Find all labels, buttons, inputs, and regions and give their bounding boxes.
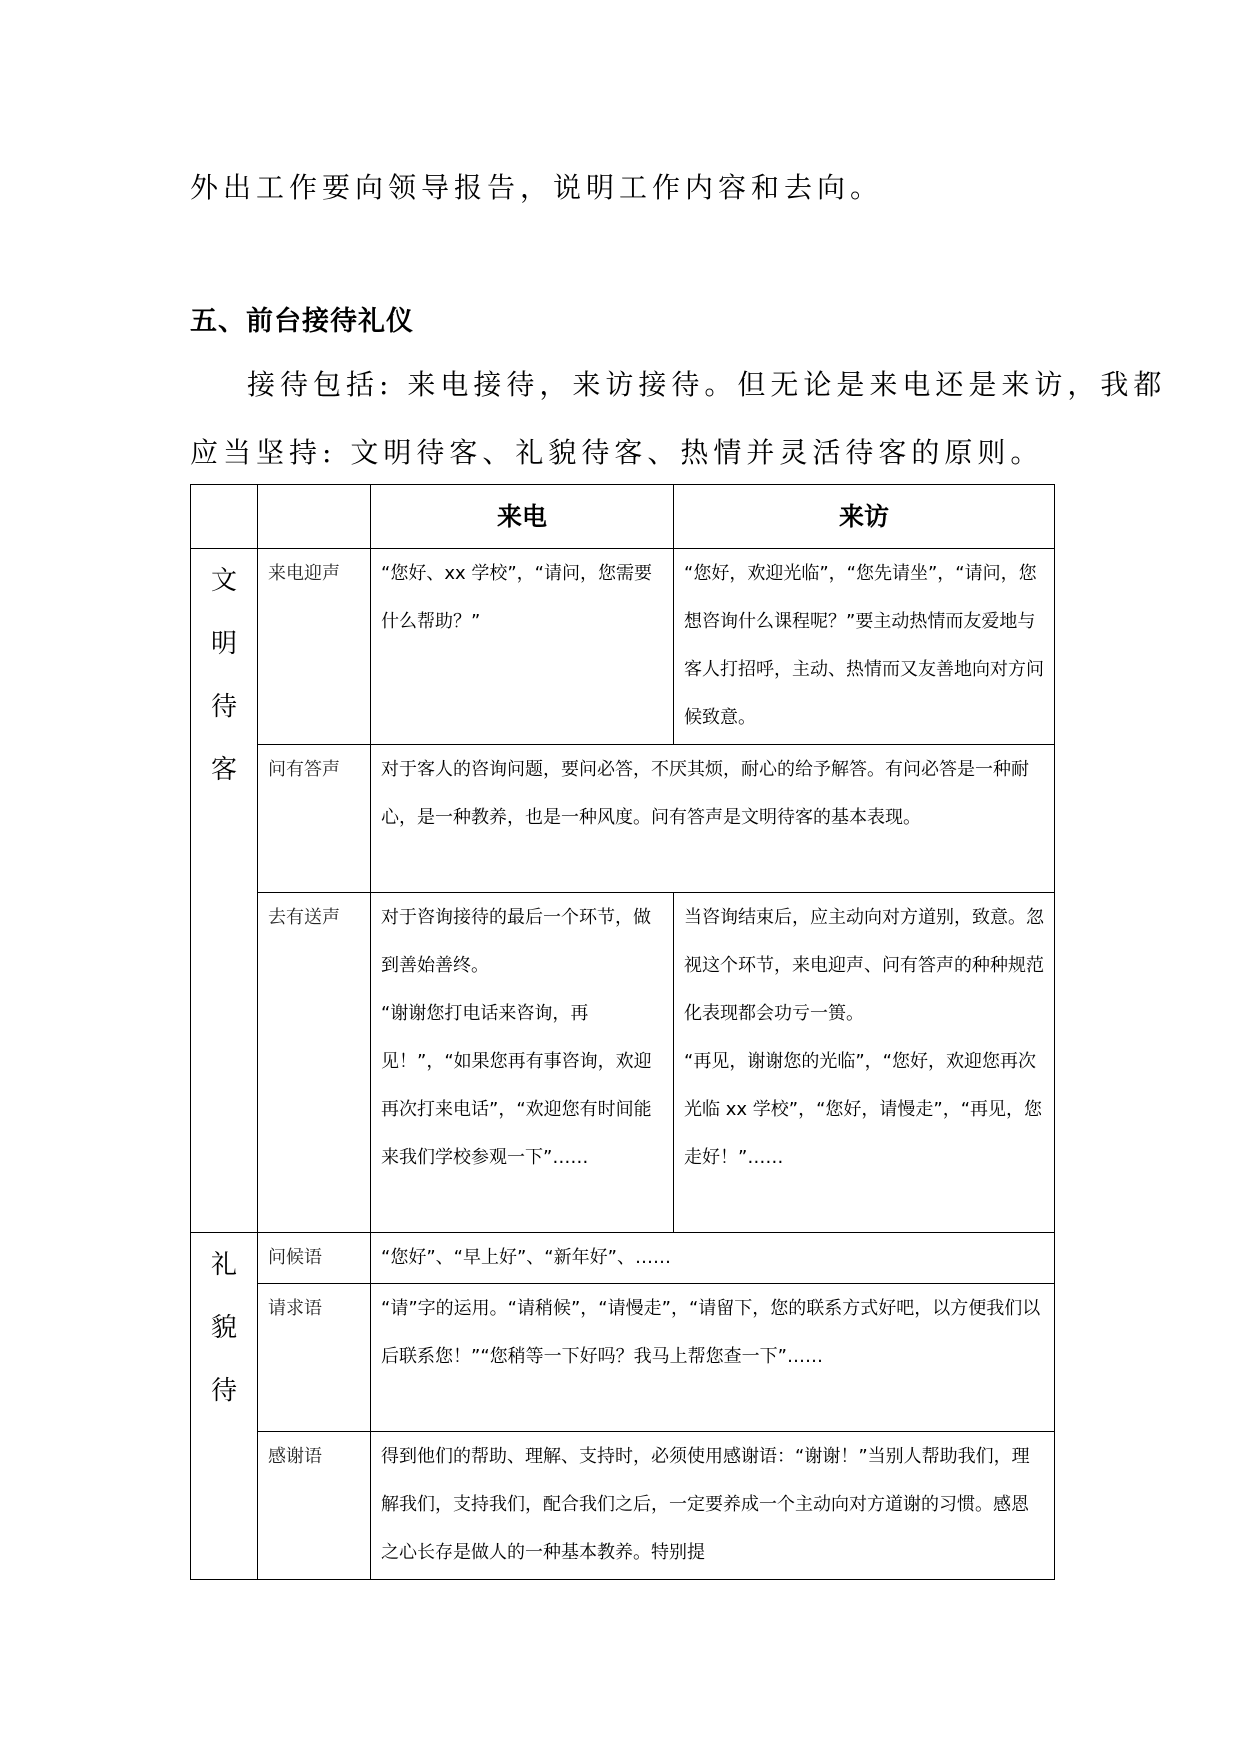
table-row [191,1233,1055,1284]
paragraph-2-line-2: 应当坚持: 文明待客、礼貌待客、热情并灵活待客的原则。 [190,436,1044,469]
reception-etiquette-table [190,484,1055,1580]
row-label-thanks-words: 感谢语 [258,1432,371,1580]
table-row [191,1432,1055,1580]
table-header-row [191,485,1055,549]
cell-visit-greeting: “您好，欢迎光临”，“您先请坐”，“请问，您想咨询什么课程呢？”要主动热情而友爱地与客人打招呼，主动、热情而又友善地向对方问候致意。 [674,549,1055,745]
phone-farewell-p2: “谢谢您打电话来咨询，再见！”，“如果您再有事咨询，欢迎再次打来电话”，“欢迎您有时间能来我们学校参观一下”…… [381,1003,652,1168]
category-civilized [191,549,258,1233]
paragraph-2-line-1: 接待包括: 来电接待，来访接待。但无论是来电还是来访，我都 [247,368,1167,401]
visit-farewell-p1: 当咨询结束后，应主动向对方道别，致意。忽视这个环节，来电迎声、问有答声的种种规范化表现都会功亏一篑。 [684,907,1044,1024]
cell-phone-farewell [371,893,674,1233]
category-polite [191,1233,258,1580]
phone-farewell-p1: 对于咨询接待的最后一个环节，做到善始善终。 [381,907,651,976]
row-label-answer: 问有答声 [258,745,371,893]
table-row [191,1284,1055,1432]
paragraph-1: 外出工作要向领导报告，说明工作内容和去向。 [190,171,884,204]
table-row [191,745,1055,893]
header-phone: 来电 [371,485,674,549]
header-visit: 来访 [674,485,1055,549]
row-label-request-words: 请求语 [258,1284,371,1432]
row-label-farewell: 去有送声 [258,893,371,1233]
cell-visit-farewell [674,893,1055,1233]
row-label-greeting-words: 问候语 [258,1233,371,1284]
category-polite-label: 礼貌待 [210,1250,237,1406]
table-row [191,893,1055,1233]
header-blank-cell [258,485,371,549]
cell-answer: 对于客人的咨询问题，要问必答，不厌其烦，耐心的给予解答。有问必答是一种耐心，是一种教养，也是一种风度。问有答声是文明待客的基本表现。 [371,745,1055,893]
cell-greeting-words: “您好”、“早上好”、“新年好”、…… [371,1233,1055,1284]
cell-phone-greeting: “您好、xx 学校”，“请问，您需要什么帮助？” [371,549,674,745]
row-label-phone-greeting: 来电迎声 [258,549,371,745]
table-row [191,549,1055,745]
cell-request-words: “请”字的运用。“请稍候”，“请慢走”，“请留下，您的联系方式好吧，以方便我们以后联系您！”“您稍等一下好吗？我马上帮您查一下”…… [371,1284,1055,1432]
category-civilized-label: 文明待客 [210,566,237,785]
cell-thanks-words: 得到他们的帮助、理解、支持时，必须使用感谢语：“谢谢！”当别人帮助我们，理解我们，支持我们，配合我们之后，一定要养成一个主动向对方道谢的习惯。感恩之心长存是做人的一种基本教养。特别提 [371,1432,1055,1580]
header-blank-cell [191,485,258,549]
section-heading: 五、前台接待礼仪 [190,306,414,337]
visit-farewell-p2: “再见，谢谢您的光临”，“您好，欢迎您再次光临 xx 学校”，“您好，请慢走”，“再见，您走好！”…… [684,1051,1043,1168]
